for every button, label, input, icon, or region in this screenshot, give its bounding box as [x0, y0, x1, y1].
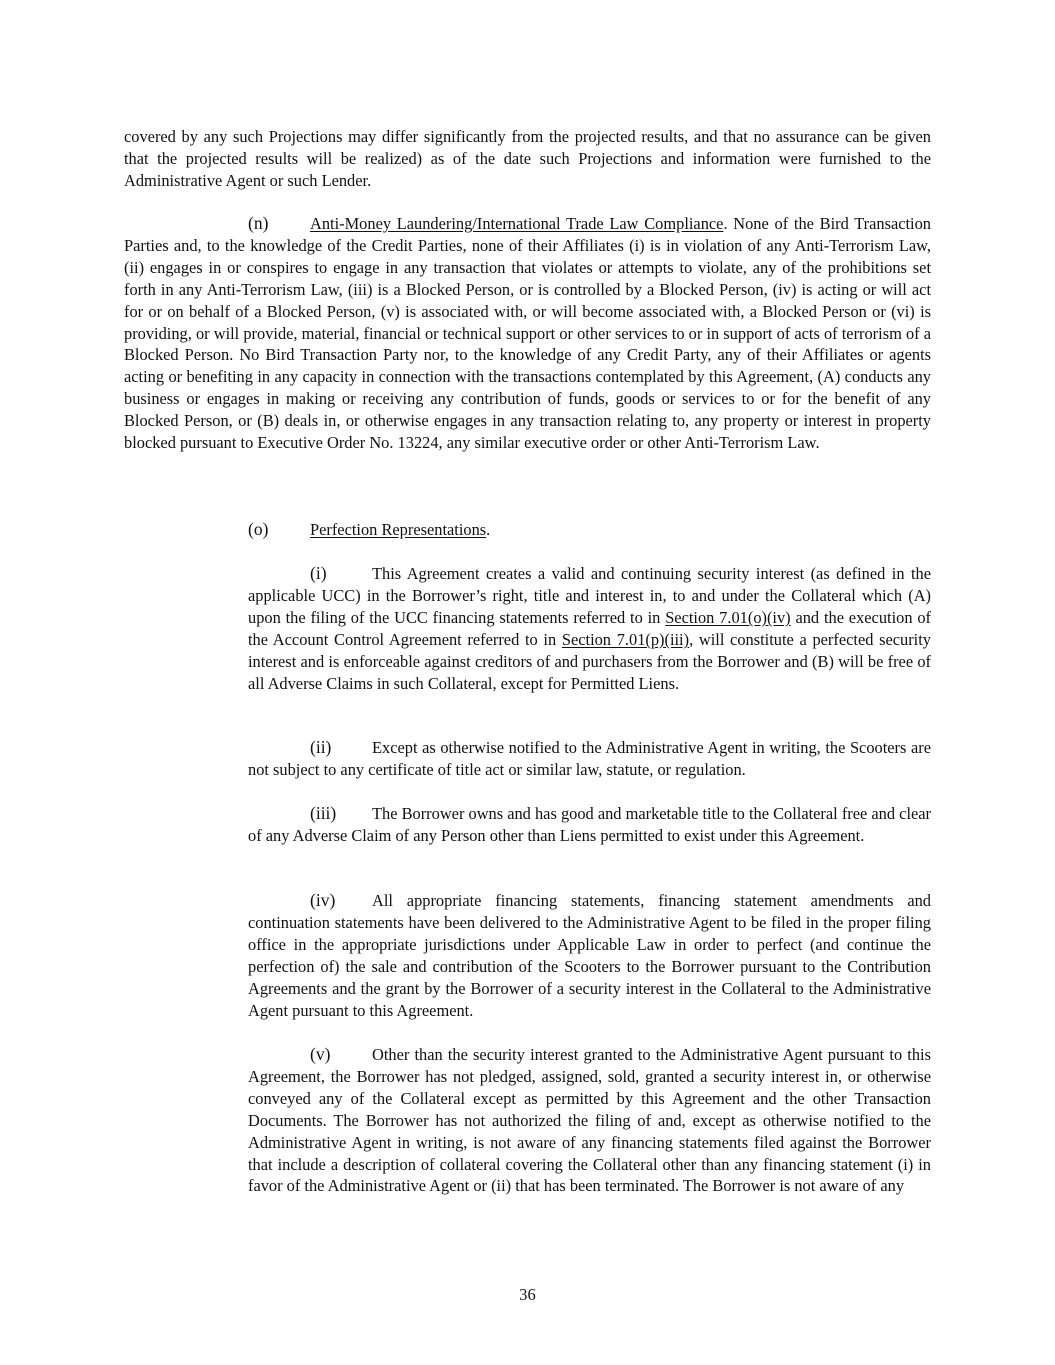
page-number: 36 — [519, 1285, 536, 1304]
section-heading: Perfection Representations — [310, 520, 487, 539]
item-text: and the execution of the Account Control Agreement referred to in — [248, 607, 931, 649]
paragraph-continuation — [124, 126, 931, 192]
item-text: Other than the security interest granted to the Administrative Agent pursuant to this Agreement, the Borrower has not pledged, assigned, sold, granted a security interest in, or otherwise conveyed any of the Collateral except as permitted by this Agreement and the other Transaction Documents. The Borrower has not authorized the filing of and, except as otherwise notified to the Administrative Agent in writing, is not aware of any financing statements filed against the Borrower that include a description of collateral covering the Collateral other than any financing statement (i) in favor of the Administrative Agent or (ii) that has been terminated. The Borrower is not aware of any — [248, 1045, 931, 1196]
item-text: The Borrower owns and has good and marketable title to the Collateral free and clear of any Adverse Claim of any Person other than Liens permitted to exist under this Agreement. — [248, 804, 931, 845]
section-heading-tail: . — [486, 520, 491, 539]
section-label: (o) — [248, 519, 269, 539]
item-label: (ii) — [310, 737, 332, 757]
item-text: This Agreement creates a valid and continuing security interest (as defined in the applicable UCC) in the Borrower’s right, title and interest in, to and under the Collateral which (A) upon the filing of the UCC financing statements referred to in — [248, 564, 931, 627]
item-label: (iv) — [310, 890, 336, 910]
item-v — [248, 1044, 931, 1197]
item-text: Except as otherwise notified to the Administrative Agent in writing, the Scooters are not subject to any certificate of title act or similar law, statute, or regulation. — [248, 738, 931, 779]
section-n — [124, 213, 931, 454]
section-heading: Anti-Money Laundering/International Trade Law Compliance — [310, 214, 724, 233]
item-i — [248, 563, 931, 694]
section-o — [248, 519, 931, 541]
section-label: (n) — [248, 213, 269, 233]
item-iii — [248, 803, 931, 847]
item-ii — [248, 737, 931, 781]
section-reference-link: Section 7.01(o)(iv) — [665, 607, 791, 627]
item-text: , will constitute a perfected security interest and is enforceable against creditors of and purchasers from the Borrower and (B) will be free of all Adverse Claims in such Collateral, except for Permitted Liens. — [248, 629, 931, 693]
item-text: All appropriate financing statements, financing statement amendments and continuation statements have been delivered to the Administrative Agent to be filed in the proper filing office in the appropriate jurisdictions under Applicable Law in order to perfect (and continue the perfection of) the sale and contribution of the Scooters to the Borrower pursuant to the Contribution Agreements and the grant by the Borrower of a security interest in the Collateral to the Administrative Agent pursuant to this Agreement. — [248, 891, 931, 1020]
section-reference-link: Section 7.01(p)(iii) — [561, 629, 690, 649]
item-label: (v) — [310, 1044, 331, 1064]
item-iv — [248, 890, 931, 1021]
item-label: (i) — [310, 563, 327, 583]
section-text: . None of the Bird Transaction Parties and, to the knowledge of the Credit Parties, none of their Affiliates (i) is in violation of any Anti-Terrorism Law, (ii) engages in or conspires to engage in any transaction that violates or attempts to violate, any of the prohibitions set forth in any Anti-Terrorism Law, (iii) is a Blocked Person, or is controlled by a Blocked Person, (iv) is acting or will act for or on behalf of a Blocked Person, (v) is associated with, or will become associated with, a Blocked Person or (vi) is providing, or will provide, material, financial or technical support or other services to or in support of acts of terrorism of a Blocked Person. No Bird Transaction Party nor, to the knowledge of any Credit Party, any of their Affiliates or agents acting or benefiting in any capacity in connection with the transactions contemplated by this Agreement, (A) conducts any business or engages in making or receiving any contribution of funds, goods or services to or for the benefit of any Blocked Person, or (B) deals in, or otherwise engages in any transaction relating to, any property or interest in property blocked pursuant to Executive Order No. 13224, any similar executive order or other Anti-Terrorism Law. — [124, 214, 931, 453]
item-label: (iii) — [310, 803, 337, 823]
paragraph-text: covered by any such Projections may differ significantly from the projected results, and that no assurance can be given that the projected results will be realized) as of the date such Projections and information were furnished to the Administrative Agent or such Lender. — [124, 127, 931, 190]
